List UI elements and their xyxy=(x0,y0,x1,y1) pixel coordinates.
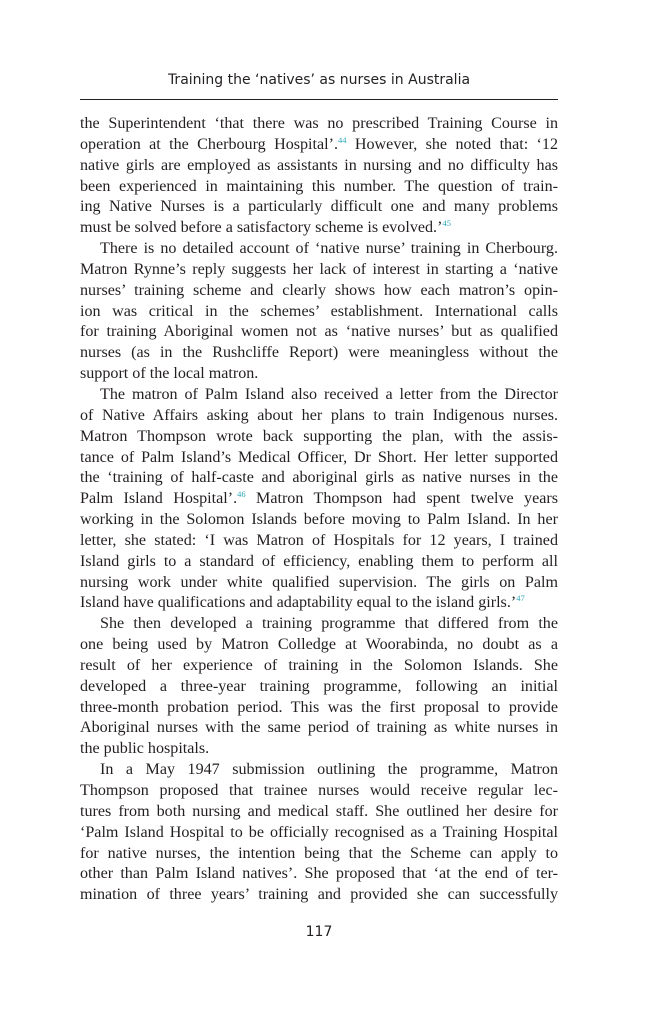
line-text: one being used by Matron Colledge at Woorabinda, no doubt as a xyxy=(80,636,558,654)
text-line xyxy=(80,781,558,802)
text-line xyxy=(80,468,558,489)
paragraph xyxy=(80,760,558,906)
text-line xyxy=(80,197,558,218)
text-line xyxy=(80,573,558,594)
line-text: She then developed a training programme that differed from the xyxy=(100,615,558,633)
line-text: Aboriginal nurses with the same period of training as white nurses in xyxy=(80,719,558,737)
text-line xyxy=(80,510,558,531)
paragraph xyxy=(80,385,558,614)
running-header: Training the ‘natives’ as nurses in Australia xyxy=(167,72,471,88)
line-text: operation at the Cherbourg Hospital’. xyxy=(80,135,339,153)
text-line xyxy=(80,718,558,739)
footnote-reference[interactable]: 44 xyxy=(338,134,347,145)
text-line xyxy=(80,885,558,906)
line-text-continued: Matron Thompson had spent twelve years xyxy=(245,490,558,508)
text-line xyxy=(80,844,558,865)
line-text: result of her experience of training in the Solomon Islands. She xyxy=(80,656,558,674)
line-text-continued: However, she noted that: ‘12 xyxy=(346,135,559,153)
text-line xyxy=(80,677,558,698)
line-text: the public hospitals. xyxy=(80,740,210,758)
text-line xyxy=(80,823,558,844)
text-line xyxy=(80,593,558,614)
line-text: The matron of Palm Island also received a letter from the Director xyxy=(100,385,558,403)
line-text: working in the Solomon Islands before moving to Palm Island. In her xyxy=(80,511,558,529)
text-line xyxy=(80,135,558,156)
line-text: other than Palm Island natives’. She proposed that ‘at the end of ter- xyxy=(80,865,558,883)
text-line xyxy=(80,239,558,260)
line-text: been experienced in maintaining this number. The question of train- xyxy=(80,177,558,195)
line-text: developed a three-year training programme, following an initial xyxy=(80,677,558,695)
line-text: three-month probation period. This was the first proposal to provide xyxy=(80,698,558,716)
line-text: Thompson proposed that trainee nurses would receive regular lec- xyxy=(80,782,558,799)
line-text: nursing work under white qualified supervision. The girls on Palm xyxy=(80,573,558,591)
line-text: of Native Affairs asking about her plans to train Indigenous nurses. xyxy=(80,406,558,424)
text-line xyxy=(80,260,558,281)
paragraph xyxy=(80,614,558,760)
line-text: support of the local matron. xyxy=(80,365,259,383)
text-line xyxy=(80,385,558,406)
text-line xyxy=(80,322,558,343)
text-line xyxy=(80,406,558,427)
line-text: Palm Island Hospital’. xyxy=(80,490,238,508)
line-text: mination of three years’ training and provided she can successfully xyxy=(80,886,558,904)
line-text: ‘Palm Island Hospital to be officially recognised as a Training Hospital xyxy=(80,823,558,841)
text-line xyxy=(80,489,558,510)
line-text: for training Aboriginal women not as ‘native nurses’ but as qualified xyxy=(80,323,558,341)
text-line xyxy=(80,156,558,177)
footnote-reference[interactable]: 47 xyxy=(516,593,525,604)
footnote-reference[interactable]: 46 xyxy=(237,489,246,500)
text-line xyxy=(80,177,558,198)
text-line xyxy=(80,656,558,677)
line-text: There is no detailed account of ‘native nurse’ training in Cherbourg. xyxy=(100,240,558,258)
text-line xyxy=(80,427,558,448)
line-text: nurses (as in the Rushcliffe Report) were meaningless without the xyxy=(80,344,558,362)
line-text: for native nurses, the intention being that the Scheme can apply to xyxy=(80,844,558,862)
text-line xyxy=(80,760,558,781)
page-number: 117 xyxy=(305,924,333,940)
line-text: Matron Thompson wrote back supporting the plan, with the assis- xyxy=(80,427,558,445)
line-text: native girls are employed as assistants in nursing and no difficulty has xyxy=(80,156,558,174)
line-text: Island have qualifications and adaptability equal to the island girls.’ xyxy=(80,594,517,612)
text-line xyxy=(80,864,558,885)
text-line xyxy=(80,635,558,656)
line-text: ion was critical in the schemes’ establishment. International calls xyxy=(80,302,558,320)
text-line xyxy=(80,343,558,364)
line-text: must be solved before a satisfactory scheme is evolved.’ xyxy=(80,219,443,237)
line-text: nurses’ training scheme and clearly shows how each matron’s opin- xyxy=(80,281,558,299)
header-rule xyxy=(80,99,558,100)
text-line xyxy=(80,114,558,135)
line-text: the Superintendent ‘that there was no prescribed Training Course in xyxy=(80,115,558,132)
text-line xyxy=(80,448,558,469)
line-text: tance of Palm Island’s Medical Officer, Dr Short. Her letter supported xyxy=(80,448,558,466)
line-text: the ‘training of half-caste and aboriginal girls as native nurses in the xyxy=(80,469,558,487)
text-line xyxy=(80,364,558,385)
text-line xyxy=(80,302,558,323)
line-text: Matron Rynne’s reply suggests her lack of interest in starting a ‘native xyxy=(80,260,558,278)
line-text: letter, she stated: ‘I was Matron of Hospitals for 12 years, I trained xyxy=(80,531,558,549)
paragraph xyxy=(80,114,558,239)
line-text: ing Native Nurses is a particularly difficult one and many problems xyxy=(80,198,558,216)
body-text xyxy=(80,114,558,906)
line-text: Island girls to a standard of efficiency, enabling them to perform all xyxy=(80,552,558,570)
text-line xyxy=(80,698,558,719)
text-line xyxy=(80,281,558,302)
text-line xyxy=(80,802,558,823)
footnote-reference[interactable]: 45 xyxy=(442,218,451,229)
text-line xyxy=(80,218,558,239)
text-line xyxy=(80,552,558,573)
line-text: tures from both nursing and medical staff. She outlined her desire for xyxy=(80,802,558,820)
line-text: In a May 1947 submission outlining the programme, Matron xyxy=(100,761,558,779)
text-line xyxy=(80,614,558,635)
paragraph xyxy=(80,239,558,385)
text-line xyxy=(80,739,558,760)
text-line xyxy=(80,531,558,552)
